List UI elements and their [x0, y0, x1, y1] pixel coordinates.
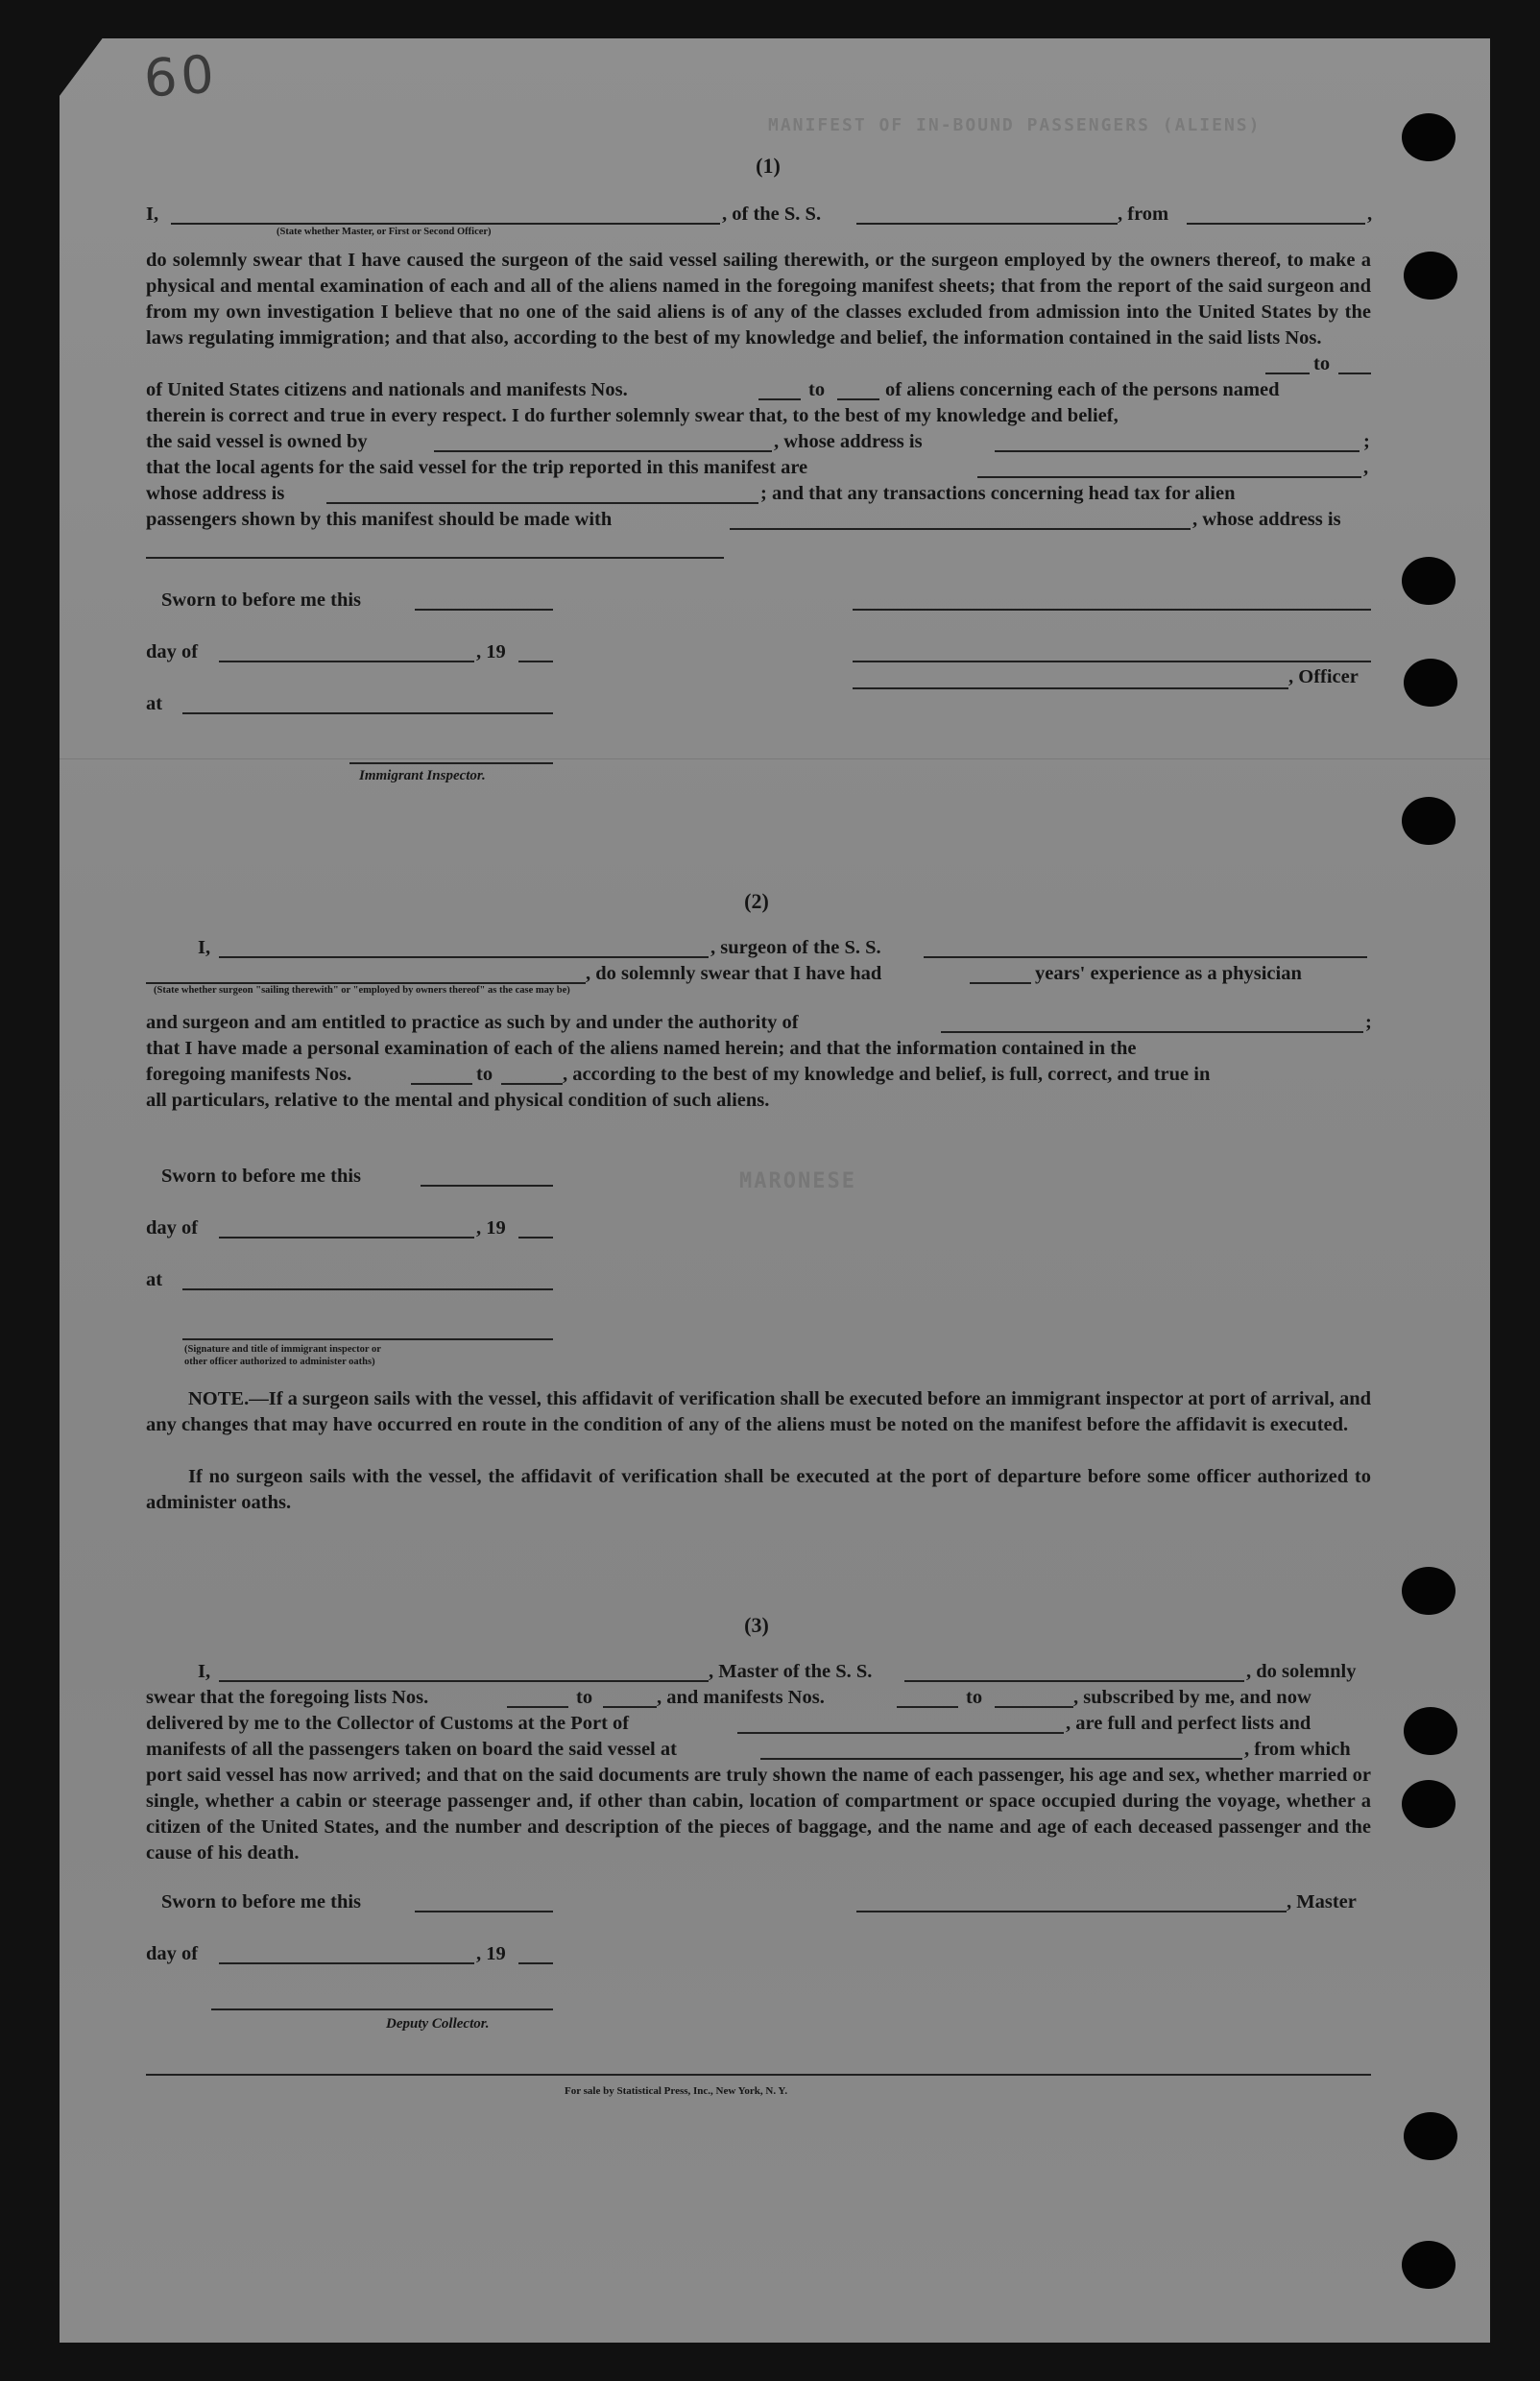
- s1-owner-address-blank: [995, 450, 1360, 452]
- s2-nineteen: , 19: [476, 1217, 506, 1239]
- s3-master-name-blank: [219, 1680, 709, 1682]
- s3-deputy-signature-blank: [211, 2008, 553, 2010]
- s3-lists-from-blank: [507, 1706, 568, 1708]
- s1-lists-to-blank: [1338, 373, 1371, 374]
- s1-caption: (State whether Master, or First or Second Officer): [277, 227, 492, 237]
- footer-imprint: For sale by Statistical Press, Inc., New York, N. Y.: [565, 2085, 788, 2097]
- s2-semi: ;: [1365, 1012, 1372, 1033]
- s1-sworn: Sworn to before me this: [161, 589, 362, 611]
- s1-local-agents: that the local agents for the said vessel for the trip reported in this manifest are: [146, 457, 808, 478]
- s2-particulars: all particulars, relative to the mental and physical condition of such aliens.: [146, 1090, 770, 1111]
- s2-exam: that I have made a personal examination of each of the aliens named herein; and that the information contained in the: [146, 1038, 1137, 1059]
- s2-line1a: I,: [198, 937, 211, 958]
- s3-day-of: day of: [146, 1943, 199, 1964]
- s1-line7b: of aliens concerning each of the persons named: [885, 379, 1280, 400]
- punch-hole: [1404, 2112, 1457, 2160]
- s2-day-blank: [219, 1237, 474, 1239]
- s3-master-of: , Master of the S. S.: [709, 1661, 873, 1682]
- handwritten-number: 60: [141, 43, 220, 109]
- s1-sworn-blank: [415, 609, 553, 611]
- s3-ship-blank: [904, 1680, 1244, 1682]
- s1-officer-blank-2: [853, 661, 1371, 662]
- s3-year-blank: [518, 1962, 553, 1964]
- s3-lists-to-blank: [603, 1706, 657, 1708]
- s3-and-manifests: , and manifests Nos.: [657, 1687, 825, 1708]
- s2-at: at: [146, 1269, 163, 1290]
- s1-line1-from: , from: [1118, 204, 1169, 225]
- s2-day-of: day of: [146, 1217, 199, 1239]
- s1-owner-blank: [434, 450, 772, 452]
- s1-to1: to: [1313, 353, 1331, 374]
- s2-do-solemnly: , do solemnly swear that I have had: [586, 963, 882, 984]
- punch-hole: [1402, 1780, 1456, 1828]
- s1-headtax-blank: [730, 528, 1191, 530]
- s2-authority: and surgeon and am entitled to practice as such by and under the authority of: [146, 1012, 799, 1033]
- s1-line1-end: ,: [1367, 204, 1373, 225]
- s1-agents-address-blank: [326, 502, 758, 504]
- s1-paragraph: do solemnly swear that I have caused the surgeon of the said vessel sailing therewith, or the surgeon employed by the owners thereof, to make a physical and mental examination of each and all of the aliens named in the foregoing manifest sheets; that from the report of the said surgeon and from my own investigation I believe that no one of the said aliens is of any of the classes excluded from admission into the United States by the laws regulating immigration; and that also, according to the best of my knowledge and belief, the information contained in the said lists Nos.: [146, 250, 1371, 349]
- s3-line1a: I,: [198, 1661, 211, 1682]
- s3-nineteen: , 19: [476, 1943, 506, 1964]
- s3-paragraph: port said vessel has now arrived; and that on the said documents are truly shown the name of each passenger, his age and sex, whether married or single, whether a cabin or steerage passenger and, if other than cabin, location of compartment or space occupied during the voyage, whether a citizen of the United States, and the number and description of the pieces of baggage, and the name and age of each deceased passenger and the cause of his death.: [146, 1765, 1371, 1864]
- s2-according: , according to the best of my knowledge and belief, is full, correct, and true in: [563, 1064, 1211, 1085]
- s1-lists-from-blank: [1265, 373, 1310, 374]
- s3-full: , are full and perfect lists and: [1066, 1713, 1311, 1734]
- s1-line7a: of United States citizens and nationals and manifests Nos.: [146, 379, 628, 400]
- s2-note2: If no surgeon sails with the vessel, the affidavit of verification shall be executed at the port of departure before some officer authorized to administer oaths.: [146, 1466, 1371, 1513]
- punch-hole: [1402, 557, 1456, 605]
- s2-years-blank: [970, 982, 1031, 984]
- footer-rule: [146, 2074, 1371, 2076]
- s3-from-which: , from which: [1244, 1739, 1351, 1760]
- s3-port-blank: [737, 1732, 1064, 1734]
- s2-capacity-blank: [146, 982, 586, 984]
- punch-hole: [1402, 2241, 1456, 2289]
- s2-year-blank: [518, 1237, 553, 1239]
- section-1-heading: (1): [756, 154, 781, 178]
- s1-from-blank: [1187, 223, 1365, 225]
- s3-master: , Master: [1287, 1891, 1357, 1912]
- s2-signature-caption-2: other officer authorized to administer oaths): [184, 1357, 375, 1367]
- s1-master-blank: [171, 223, 720, 225]
- s1-ship-blank: [856, 223, 1118, 225]
- s2-manifests-from-blank: [411, 1083, 472, 1085]
- s1-comma: ,: [1363, 457, 1369, 478]
- s1-line1-ofss: , of the S. S.: [722, 204, 822, 225]
- s1-inspector-signature-blank: [349, 762, 553, 764]
- s3-subscribed: , subscribed by me, and now: [1073, 1687, 1311, 1708]
- s3-deputy-caption: Deputy Collector.: [386, 2016, 490, 2032]
- s1-whose-address: , whose address is: [774, 431, 923, 452]
- punch-hole: [1404, 1707, 1457, 1755]
- s1-inspector-caption: Immigrant Inspector.: [359, 768, 486, 783]
- s1-agents-blank: [977, 476, 1361, 478]
- punch-hole: [1402, 797, 1456, 845]
- s2-sworn: Sworn to before me this: [161, 1166, 362, 1187]
- s1-head-tax: ; and that any transactions concerning head tax for alien: [760, 483, 1236, 504]
- s2-at-blank: [182, 1288, 553, 1290]
- section-2-heading: (2): [744, 889, 769, 913]
- s1-whose-address2: whose address is: [146, 483, 285, 504]
- punch-hole: [1404, 252, 1457, 300]
- s2-foregoing: foregoing manifests Nos.: [146, 1064, 352, 1085]
- s3-swear: swear that the foregoing lists Nos.: [146, 1687, 429, 1708]
- s1-to2: to: [808, 379, 826, 400]
- s1-year-blank: [518, 661, 553, 662]
- s3-day-blank: [219, 1962, 474, 1964]
- s1-whose-address3: , whose address is: [1192, 509, 1341, 530]
- s3-manifests-all: manifests of all the passengers taken on board the said vessel at: [146, 1739, 677, 1760]
- section-3-heading: (3): [744, 1613, 769, 1637]
- s3-master-signature-blank: [856, 1911, 1287, 1912]
- s1-manifests-from-blank: [758, 398, 801, 400]
- s2-to: to: [476, 1064, 493, 1085]
- s3-delivered: delivered by me to the Collector of Customs at the Port of: [146, 1713, 630, 1734]
- s2-caption: (State whether surgeon "sailing therewith" or "employed by owners thereof" as the case may be): [154, 985, 570, 996]
- ghost-text: MARONESE: [739, 1169, 856, 1193]
- s1-line1-start: I,: [146, 204, 159, 225]
- s1-owned-by: the said vessel is owned by: [146, 431, 368, 452]
- s1-line8: therein is correct and true in every respect. I do further solemnly swear that, to the best of my knowledge and belief,: [146, 405, 1119, 426]
- s1-officer-blank-1: [853, 609, 1371, 611]
- fold-line: [60, 758, 1490, 759]
- s3-manifests-from-blank: [897, 1706, 958, 1708]
- s2-manifests-to-blank: [501, 1083, 563, 1085]
- s3-to1: to: [576, 1687, 593, 1708]
- s3-embark-blank: [760, 1758, 1242, 1760]
- s1-officer-blank-3: [853, 687, 1288, 689]
- ghost-header: MANIFEST OF IN-BOUND PASSENGERS (ALIENS): [768, 115, 1262, 135]
- s2-surgeon-of: , surgeon of the S. S.: [710, 937, 881, 958]
- s1-passengers: passengers shown by this manifest should be made with: [146, 509, 613, 530]
- s1-at-blank: [182, 712, 553, 714]
- s1-day-blank: [219, 661, 474, 662]
- s1-nineteen: , 19: [476, 641, 506, 662]
- s2-ship-blank: [924, 956, 1367, 958]
- s1-manifests-to-blank: [837, 398, 879, 400]
- punch-hole: [1404, 659, 1457, 707]
- s1-semi: ;: [1363, 431, 1370, 452]
- s2-signature-blank: [182, 1338, 553, 1340]
- s2-note: NOTE.—If a surgeon sails with the vessel, this affidavit of verification shall be executed before an immigrant inspector at port of arrival, and any changes that may have occurred en route in the condition of any of the aliens must be noted on the manifest before the affidavit is executed.: [146, 1388, 1372, 1435]
- s3-do-solemnly: , do solemnly: [1246, 1661, 1357, 1682]
- s1-officer: , Officer: [1288, 666, 1359, 687]
- s1-day-of: day of: [146, 641, 199, 662]
- s1-at: at: [146, 693, 163, 714]
- s2-years: years' experience as a physician: [1035, 963, 1302, 984]
- s3-to2: to: [966, 1687, 983, 1708]
- punch-hole: [1402, 113, 1456, 161]
- s2-signature-caption-1: (Signature and title of immigrant inspector or: [184, 1344, 381, 1355]
- s1-headtax-address-blank: [146, 557, 724, 559]
- s2-sworn-blank: [421, 1185, 553, 1187]
- s2-surgeon-name-blank: [219, 956, 709, 958]
- s2-authority-blank: [941, 1031, 1363, 1033]
- punch-hole: [1402, 1567, 1456, 1615]
- s3-manifests-to-blank: [995, 1706, 1073, 1708]
- s3-sworn: Sworn to before me this: [161, 1891, 362, 1912]
- s3-sworn-blank: [415, 1911, 553, 1912]
